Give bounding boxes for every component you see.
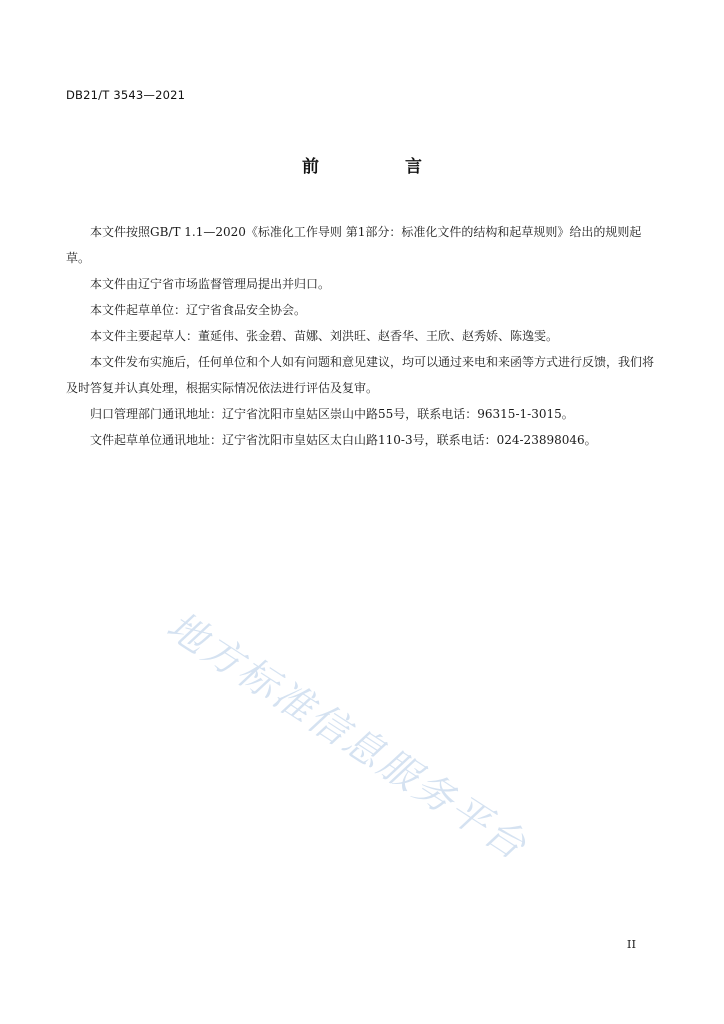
paragraph-feedback: 本文件发布实施后，任何单位和个人如有问题和意见建议，均可以通过来电和来函等方式进行反馈，我们将及时答复并认真处理，根据实际情况依法进行评估及复审。 bbox=[66, 355, 655, 395]
section-title: 前 言 bbox=[302, 157, 462, 177]
paragraph-drafting-unit: 本文件起草单位：辽宁省食品安全协会。 bbox=[90, 303, 307, 317]
paragraph-drafting-rules: 本文件按照GB/T 1.1—2020《标准化工作导则 第1部分：标准化文件的结构和起草规则》给出的规则起草。 bbox=[66, 225, 642, 265]
page-number: II bbox=[626, 937, 636, 951]
foreword-body bbox=[66, 219, 660, 453]
watermark: 地方标准信息服务平台 bbox=[158, 603, 536, 871]
standard-code: DB21/T 3543—2021 bbox=[66, 88, 186, 102]
paragraph-proposer: 本文件由辽宁省市场监督管理局提出并归口。 bbox=[90, 277, 331, 291]
paragraph-authority-address: 归口管理部门通讯地址：辽宁省沈阳市皇姑区崇山中路55号，联系电话：96315-1-3015。 bbox=[90, 407, 574, 421]
paragraph-drafters: 本文件主要起草人：董延伟、张金碧、苗娜、刘洪旺、赵香华、王欣、赵秀娇、陈逸雯。 bbox=[90, 329, 559, 343]
paragraph-drafter-address: 文件起草单位通讯地址：辽宁省沈阳市皇姑区太白山路110-3号，联系电话：024-23898046。 bbox=[90, 433, 597, 447]
